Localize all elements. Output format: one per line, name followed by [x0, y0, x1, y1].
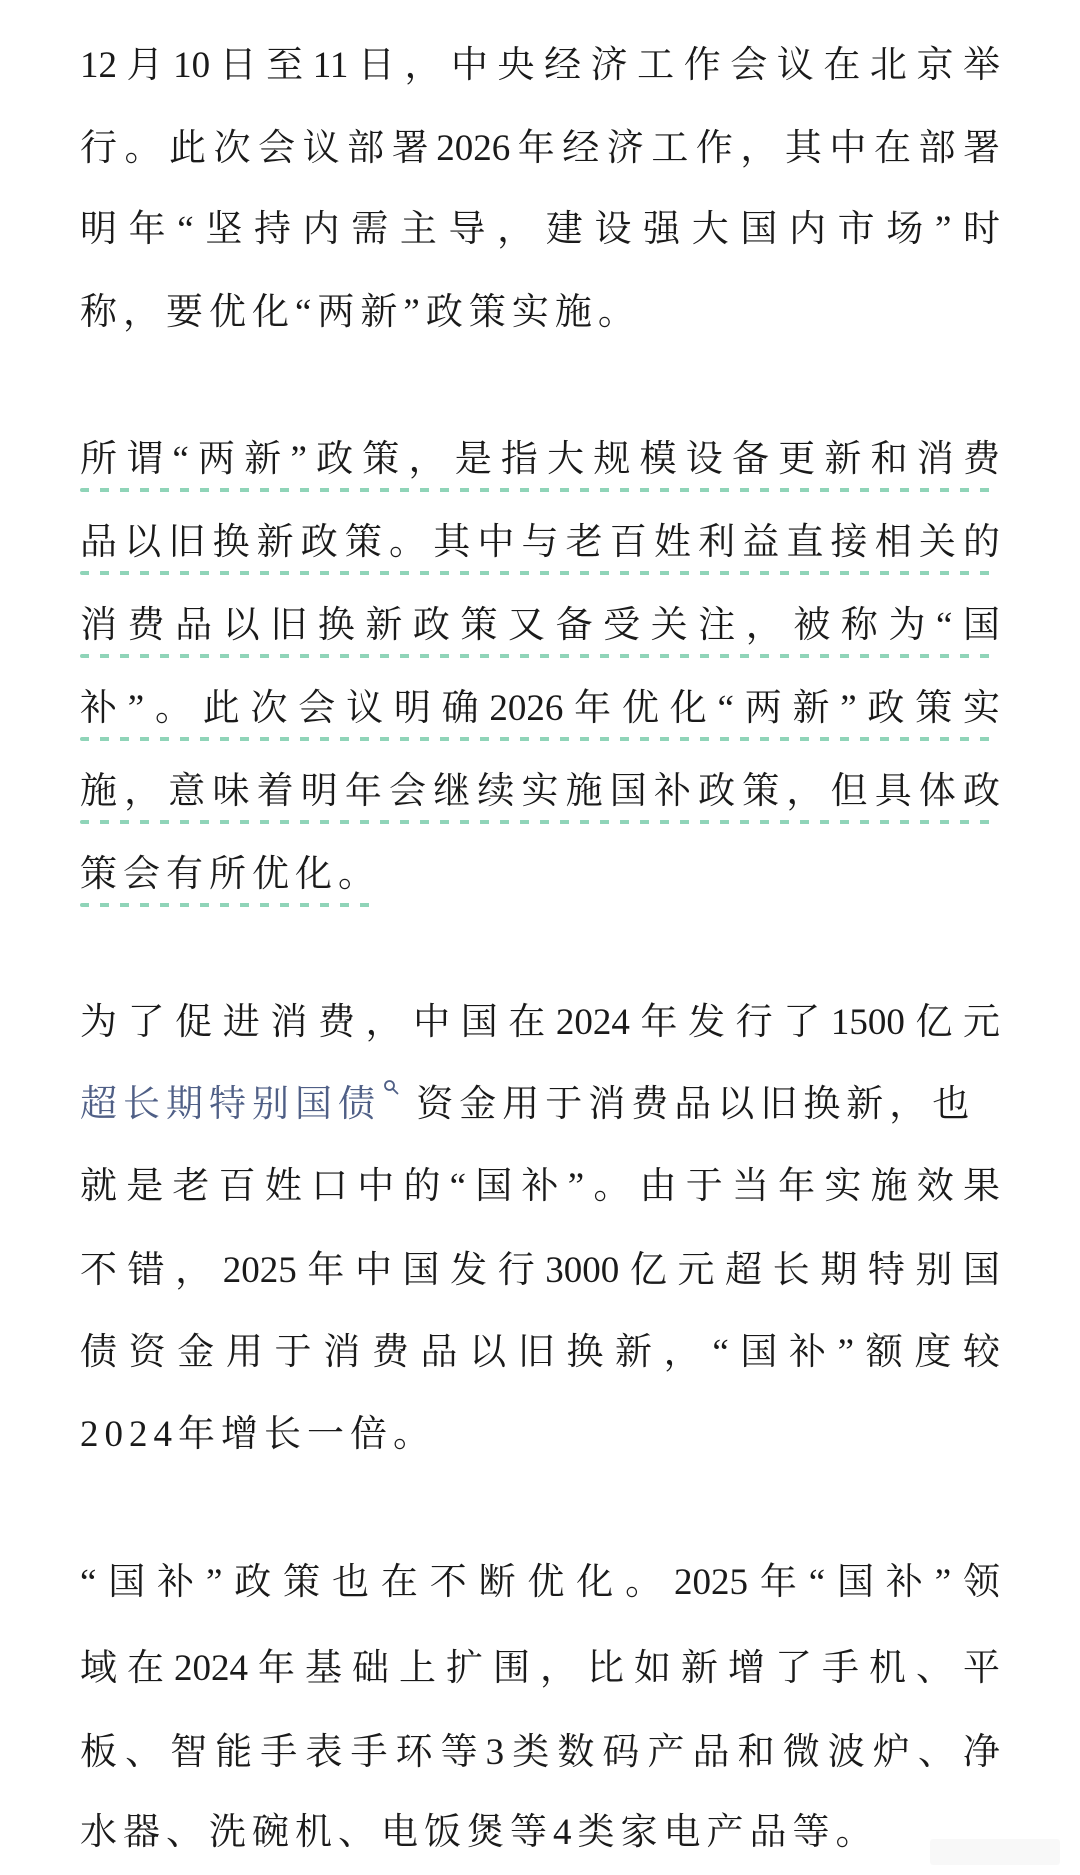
text-line: 行。此次会议部署2026年经济工作，其中在部署	[80, 128, 1000, 169]
text-line: 12月10日至11日，中央经济工作会议在北京举	[80, 45, 1000, 86]
search-icon[interactable]	[383, 1079, 399, 1095]
highlighted-text-line: 施，意味着明年会继续实施国补政策，但具体政	[80, 762, 1000, 822]
highlighted-text-line: 品以旧换新政策。其中与老百姓利益直接相关的	[80, 513, 1000, 573]
text-line: 域在2024年基础上扩围，比如新增了手机、平	[80, 1648, 1000, 1689]
text-line: 明年“坚持内需主导，建设强大国内市场”时	[80, 209, 1000, 250]
bond-link-text: 超长期特别国债	[80, 1084, 381, 1125]
text-line: “国补”政策也在不断优化。2025年“国补”领	[80, 1562, 1000, 1603]
text-line: 为了促进消费，中国在2024年发行了1500亿元	[80, 1002, 1000, 1043]
text-line: 水器、洗碗机、电饭煲等4类家电产品等。	[80, 1812, 879, 1853]
link-following-text: 资金用于消费品以旧换新，也	[416, 1084, 976, 1125]
text-line: 称，要优化“两新”政策实施。	[80, 292, 641, 333]
text-line: 2024年增长一倍。	[80, 1414, 436, 1455]
text-line: 板、智能手表手环等3类数码产品和微波炉、净	[80, 1732, 1000, 1773]
highlighted-text-line: 所谓“两新”政策，是指大规模设备更新和消费	[80, 430, 1000, 490]
text-line: 不错，2025年中国发行3000亿元超长期特别国	[80, 1250, 1000, 1291]
bond-link[interactable]	[80, 1084, 416, 1125]
watermark	[930, 1839, 1060, 1865]
text-line: 就是老百姓口中的“国补”。由于当年实施效果	[80, 1166, 1000, 1207]
text-line-with-link	[80, 1075, 1000, 1135]
highlighted-text-line: 补”。此次会议明确2026年优化“两新”政策实	[80, 679, 1000, 739]
highlighted-text-line: 消费品以旧换新政策又备受关注，被称为“国	[80, 596, 1000, 656]
highlighted-text-line: 策会有所优化。	[80, 845, 1000, 905]
text-line: 债资金用于消费品以旧换新，“国补”额度较	[80, 1332, 1000, 1373]
